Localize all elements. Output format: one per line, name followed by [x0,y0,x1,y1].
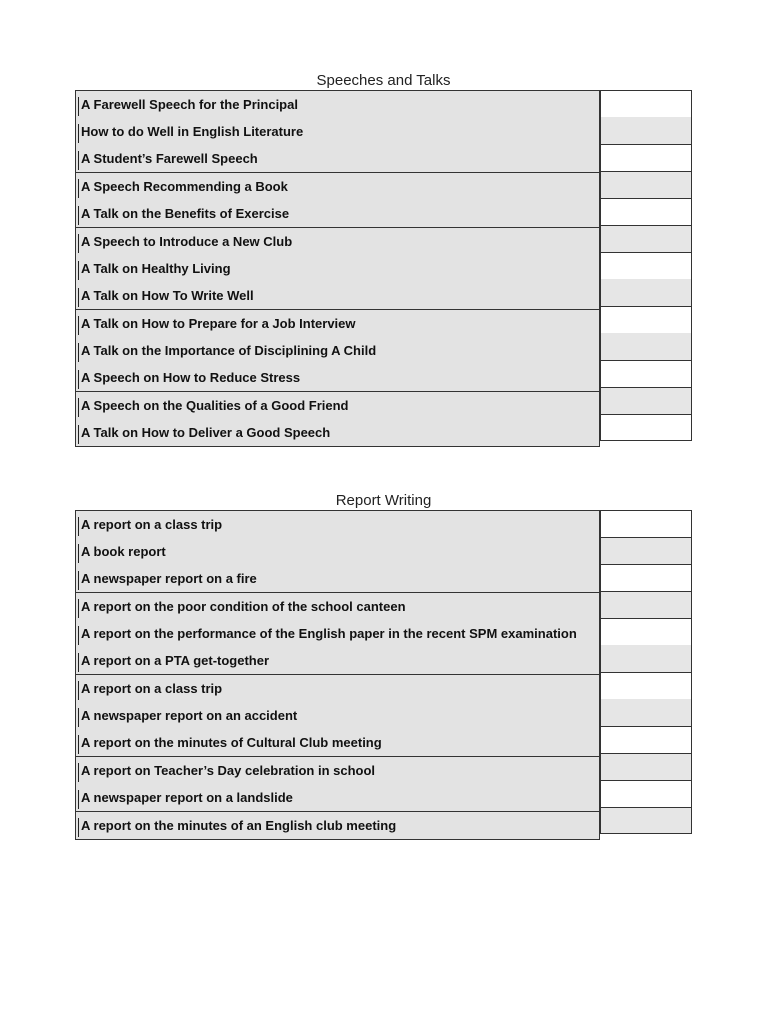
topic-row: A report on the poor condition of the school canteen [76,593,599,620]
speeches-group [75,90,600,172]
topic-row: A report on the performance of the English paper in the recent SPM examination [76,620,599,647]
reports-group [75,592,600,674]
speeches-group [75,227,600,309]
speeches-table [75,90,692,447]
topic-row: A Speech Recommending a Book [76,173,599,200]
topic-row: A Farewell Speech for the Principal [76,91,599,118]
topic-row: A Talk on the Importance of Disciplining A Child [76,337,599,364]
tick-box[interactable] [600,387,692,414]
tick-box[interactable] [600,117,692,144]
tick-box[interactable] [600,306,692,333]
speeches-group [75,391,600,447]
tick-box[interactable] [600,333,692,360]
topic-row: A Speech on the Qualities of a Good Friend [76,392,599,419]
topic-row: A report on a class trip [76,511,599,538]
topic-row: A Speech on How to Reduce Stress [76,364,599,391]
tick-box[interactable] [600,564,692,591]
topic-row: A Talk on How to Prepare for a Job Interview [76,310,599,337]
topic-row: How to do Well in English Literature [76,118,599,145]
topic-row: A Talk on the Benefits of Exercise [76,200,599,227]
topic-row: A report on the minutes of Cultural Club meeting [76,729,599,756]
reports-group [75,811,600,840]
reports-group [75,510,600,592]
topic-row: A book report [76,538,599,565]
tick-box[interactable] [600,279,692,306]
topic-row: A Student’s Farewell Speech [76,145,599,172]
topic-row: A report on the minutes of an English club meeting [76,812,599,839]
tick-box[interactable] [600,726,692,753]
tick-box[interactable] [600,537,692,564]
reports-title: Report Writing [335,492,432,509]
speeches-group [75,172,600,227]
topic-row: A report on a class trip [76,675,599,702]
topic-row: A newspaper report on a fire [76,565,599,592]
tick-box[interactable] [600,591,692,618]
topic-row: A Talk on Healthy Living [76,255,599,282]
tick-box[interactable] [600,225,692,252]
speeches-checkbox-column [600,90,692,441]
tick-box[interactable] [600,414,692,441]
topic-row: A report on a PTA get-together [76,647,599,674]
speeches-title: Speeches and Talks [316,72,451,89]
tick-box[interactable] [600,171,692,198]
tick-box[interactable] [600,672,692,699]
topic-row: A Talk on How To Write Well [76,282,599,309]
reports-table [75,510,692,840]
reports-group [75,756,600,811]
tick-box[interactable] [600,198,692,225]
tick-box[interactable] [600,807,692,834]
speeches-group [75,309,600,391]
topic-row: A report on Teacher’s Day celebration in school [76,757,599,784]
reports-checkbox-column [600,510,692,834]
reports-group [75,674,600,756]
tick-box[interactable] [600,510,692,537]
tick-box[interactable] [600,699,692,726]
tick-box[interactable] [600,645,692,672]
tick-box[interactable] [600,144,692,171]
tick-box[interactable] [600,360,692,387]
tick-box[interactable] [600,252,692,279]
tick-box[interactable] [600,618,692,645]
tick-box[interactable] [600,780,692,807]
tick-box[interactable] [600,753,692,780]
topic-row: A newspaper report on a landslide [76,784,599,811]
topic-row: A newspaper report on an accident [76,702,599,729]
topic-row: A Talk on How to Deliver a Good Speech [76,419,599,446]
topic-row: A Speech to Introduce a New Club [76,228,599,255]
tick-box[interactable] [600,90,692,117]
